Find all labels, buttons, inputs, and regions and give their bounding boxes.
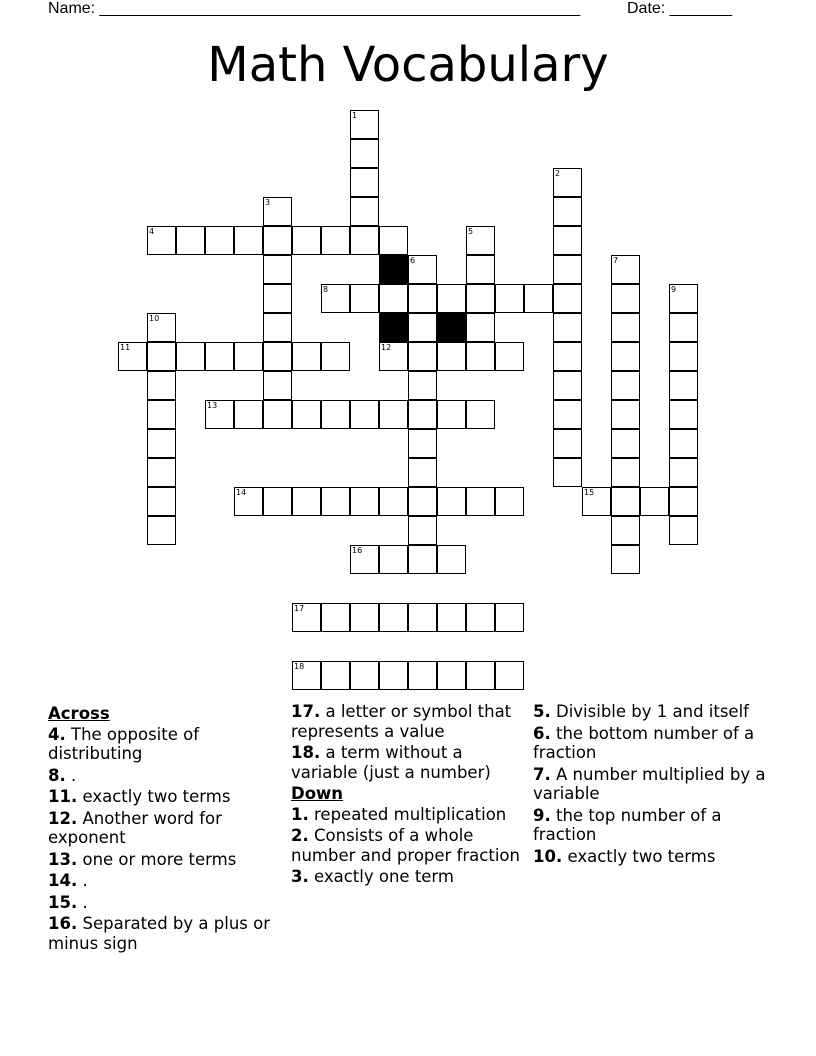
crossword-cell[interactable] <box>350 197 379 226</box>
clue-text: exactly one term <box>308 867 455 886</box>
clue-number-label: 4. <box>48 724 66 744</box>
clue-text: . <box>77 871 88 890</box>
crossword-cell[interactable] <box>408 487 437 516</box>
clue-item <box>533 765 768 804</box>
crossword-cell[interactable] <box>437 661 466 690</box>
crossword-cell[interactable] <box>495 284 524 313</box>
clue-number-label: 2. <box>291 826 309 845</box>
crossword-cell[interactable] <box>553 342 582 371</box>
crossword-cell[interactable] <box>466 226 495 255</box>
crossword-cell[interactable] <box>379 226 408 255</box>
clue-number-label: 1. <box>291 804 309 824</box>
crossword-cell[interactable] <box>147 342 176 371</box>
clue-item <box>533 702 768 722</box>
crossword-cell[interactable] <box>669 284 698 313</box>
clue-number: 5 <box>468 227 474 236</box>
crossword-cell[interactable] <box>263 226 292 255</box>
crossword-cell[interactable] <box>321 284 350 313</box>
clue-number: 7 <box>613 256 619 265</box>
clue-text: Separated by a plus or minus sign <box>48 914 270 953</box>
clue-number-label: 14. <box>48 871 78 890</box>
clue-item <box>48 871 283 891</box>
crossword-cell[interactable] <box>495 661 524 690</box>
crossword-cell[interactable] <box>321 661 350 690</box>
crossword-cell[interactable] <box>205 342 234 371</box>
crossword-cell[interactable] <box>553 371 582 400</box>
crossword-cell[interactable] <box>176 342 205 371</box>
clue-number: 8 <box>323 285 329 294</box>
clue-item <box>291 702 526 741</box>
clue-text: repeated multiplication <box>308 804 507 824</box>
clue-column-1 <box>48 702 283 955</box>
crossword-cell[interactable] <box>553 197 582 226</box>
clue-number-label: 8. <box>48 765 66 785</box>
clue-item <box>48 850 283 870</box>
crossword-cell[interactable] <box>350 139 379 168</box>
crossword-cell[interactable] <box>408 603 437 632</box>
crossword-cell[interactable] <box>379 603 408 632</box>
crossword-cell[interactable] <box>466 284 495 313</box>
crossword-cell[interactable] <box>147 400 176 429</box>
clue-column-3 <box>533 702 768 868</box>
crossword-cell[interactable] <box>437 342 466 371</box>
crossword-cell[interactable] <box>263 284 292 313</box>
crossword-cell[interactable] <box>234 226 263 255</box>
crossword-cell[interactable] <box>205 226 234 255</box>
clue-section-heading: Across <box>48 704 110 723</box>
clue-number: 18 <box>294 662 305 671</box>
crossword-cell[interactable] <box>147 313 176 342</box>
crossword-cell[interactable] <box>379 284 408 313</box>
crossword-cell[interactable] <box>524 284 553 313</box>
crossword-cell[interactable] <box>408 255 437 284</box>
crossword-cell[interactable] <box>350 603 379 632</box>
crossword-cell[interactable] <box>118 342 147 371</box>
clue-number: 14 <box>236 488 247 497</box>
crossword-cell[interactable] <box>408 429 437 458</box>
crossword-cell[interactable] <box>408 545 437 574</box>
crossword-block <box>437 313 466 342</box>
clue-number-label: 13. <box>48 849 78 869</box>
crossword-cell[interactable] <box>292 226 321 255</box>
clue-item <box>48 787 283 807</box>
clue-text: a term without a variable (just a number) <box>291 743 491 782</box>
crossword-cell[interactable] <box>466 255 495 284</box>
crossword-cell[interactable] <box>379 661 408 690</box>
crossword-cell[interactable] <box>466 342 495 371</box>
crossword-cell[interactable] <box>611 342 640 371</box>
crossword-cell[interactable] <box>263 342 292 371</box>
crossword-cell[interactable] <box>234 487 263 516</box>
crossword-cell[interactable] <box>611 516 640 545</box>
clue-text: exactly two terms <box>562 846 716 866</box>
clue-number-label: 10. <box>533 846 563 866</box>
crossword-cell[interactable] <box>611 458 640 487</box>
crossword-cell[interactable] <box>582 487 611 516</box>
crossword-cell[interactable] <box>611 400 640 429</box>
crossword-cell[interactable] <box>408 284 437 313</box>
clue-text: Divisible by 1 and itself <box>550 702 749 721</box>
crossword-cell[interactable] <box>437 545 466 574</box>
clue-item <box>48 725 283 764</box>
clue-number: 1 <box>352 111 358 120</box>
crossword-cell[interactable] <box>611 487 640 516</box>
clue-text: the bottom number of a fraction <box>533 723 755 762</box>
crossword-block <box>379 313 408 342</box>
crossword-cell[interactable] <box>640 487 669 516</box>
crossword-cell[interactable] <box>669 458 698 487</box>
crossword-cell[interactable] <box>408 371 437 400</box>
crossword-cell[interactable] <box>263 487 292 516</box>
crossword-cell[interactable] <box>553 400 582 429</box>
crossword-cell[interactable] <box>147 429 176 458</box>
clue-item <box>291 743 526 782</box>
clue-text: Another word for exponent <box>48 808 222 847</box>
crossword-cell[interactable] <box>553 255 582 284</box>
crossword-cell[interactable] <box>292 400 321 429</box>
clue-number: 4 <box>149 227 155 236</box>
clue-item <box>291 805 526 825</box>
clue-number-label: 5. <box>533 702 551 721</box>
clue-item <box>533 724 768 763</box>
crossword-cell[interactable] <box>147 371 176 400</box>
crossword-cell[interactable] <box>466 487 495 516</box>
page-title: Math Vocabulary <box>207 37 609 93</box>
crossword-cell[interactable] <box>321 400 350 429</box>
clue-text: the top number of a fraction <box>533 805 722 844</box>
clue-item <box>291 867 526 887</box>
crossword-cell[interactable] <box>669 313 698 342</box>
crossword-cell[interactable] <box>147 516 176 545</box>
crossword-cell[interactable] <box>205 400 234 429</box>
crossword-cell[interactable] <box>553 168 582 197</box>
clue-number-label: 17. <box>291 702 321 721</box>
clue-number-label: 6. <box>533 723 551 743</box>
clue-section-heading: Down <box>291 784 344 803</box>
clue-number: 2 <box>555 169 561 178</box>
crossword-cell[interactable] <box>437 284 466 313</box>
crossword-cell[interactable] <box>466 313 495 342</box>
crossword-cell[interactable] <box>669 400 698 429</box>
crossword-cell[interactable] <box>292 661 321 690</box>
clue-text: a letter or symbol that represents a value <box>291 702 512 741</box>
crossword-cell[interactable] <box>611 429 640 458</box>
clue-item <box>48 893 283 913</box>
clue-text: A number multiplied by a variable <box>533 764 766 803</box>
clue-item <box>533 806 768 845</box>
clue-item <box>48 809 283 848</box>
crossword-cell[interactable] <box>611 313 640 342</box>
clue-number-label: 12. <box>48 808 78 828</box>
crossword-cell[interactable] <box>263 371 292 400</box>
crossword-cell[interactable] <box>437 487 466 516</box>
crossword-cell[interactable] <box>466 661 495 690</box>
crossword-cell[interactable] <box>350 661 379 690</box>
crossword-cell[interactable] <box>350 400 379 429</box>
crossword-cell[interactable] <box>147 226 176 255</box>
crossword-cell[interactable] <box>350 168 379 197</box>
crossword-cell[interactable] <box>408 458 437 487</box>
crossword-cell[interactable] <box>350 284 379 313</box>
crossword-cell[interactable] <box>350 110 379 139</box>
crossword-cell[interactable] <box>553 429 582 458</box>
crossword-cell[interactable] <box>292 342 321 371</box>
crossword-cell[interactable] <box>553 458 582 487</box>
crossword-cell[interactable] <box>669 371 698 400</box>
clue-item <box>533 847 768 867</box>
crossword-cell[interactable] <box>350 487 379 516</box>
clue-number-label: 11. <box>48 787 78 806</box>
clue-text: . <box>77 892 88 912</box>
clue-number-label: 3. <box>291 867 309 886</box>
clue-number: 15 <box>584 488 595 497</box>
clue-number: 16 <box>352 546 363 555</box>
crossword-block <box>379 255 408 284</box>
crossword-cell[interactable] <box>408 342 437 371</box>
crossword-cell[interactable] <box>669 429 698 458</box>
crossword-cell[interactable] <box>350 226 379 255</box>
crossword-cell[interactable] <box>292 603 321 632</box>
crossword-cell[interactable] <box>379 545 408 574</box>
crossword-cell[interactable] <box>553 284 582 313</box>
clue-text: exactly two terms <box>77 787 231 806</box>
crossword-cell[interactable] <box>321 603 350 632</box>
crossword-cell[interactable] <box>292 487 321 516</box>
crossword-cell[interactable] <box>466 400 495 429</box>
crossword-cell[interactable] <box>321 226 350 255</box>
crossword-cell[interactable] <box>669 516 698 545</box>
clue-number: 10 <box>149 314 160 323</box>
date-field[interactable]: Date: _______ <box>627 0 732 17</box>
clue-text: Consists of a whole number and proper fraction <box>291 826 520 865</box>
crossword-cell[interactable] <box>408 661 437 690</box>
crossword-cell[interactable] <box>408 313 437 342</box>
crossword-cell[interactable] <box>437 400 466 429</box>
crossword-cell[interactable] <box>263 400 292 429</box>
crossword-cell[interactable] <box>611 255 640 284</box>
clue-number: 11 <box>120 343 131 352</box>
clue-number-label: 7. <box>533 764 551 784</box>
crossword-cell[interactable] <box>147 487 176 516</box>
crossword-cell[interactable] <box>553 313 582 342</box>
crossword-cell[interactable] <box>321 342 350 371</box>
clue-number: 6 <box>410 256 416 265</box>
crossword-cell[interactable] <box>669 342 698 371</box>
crossword-cell[interactable] <box>234 400 263 429</box>
crossword-cell[interactable] <box>321 487 350 516</box>
clue-item <box>48 766 283 786</box>
clue-column-2 <box>291 702 526 889</box>
crossword-cell[interactable] <box>495 342 524 371</box>
clue-number: 3 <box>265 198 271 207</box>
crossword-cell[interactable] <box>263 313 292 342</box>
crossword-cell[interactable] <box>408 400 437 429</box>
clue-number: 17 <box>294 604 305 613</box>
crossword-cell[interactable] <box>437 603 466 632</box>
crossword-cell[interactable] <box>495 603 524 632</box>
crossword-cell[interactable] <box>263 197 292 226</box>
clue-number-label: 9. <box>533 805 551 825</box>
clue-number: 9 <box>671 285 677 294</box>
crossword-cell[interactable] <box>553 226 582 255</box>
crossword-cell[interactable] <box>466 603 495 632</box>
crossword-cell[interactable] <box>147 458 176 487</box>
clue-text: The opposite of distributing <box>48 724 200 763</box>
clue-number: 12 <box>381 343 392 352</box>
crossword-cell[interactable] <box>611 284 640 313</box>
crossword-cell[interactable] <box>234 342 263 371</box>
clue-item <box>48 914 283 953</box>
crossword-cell[interactable] <box>379 342 408 371</box>
crossword-cell[interactable] <box>176 226 205 255</box>
clue-number-label: 15. <box>48 892 78 912</box>
crossword-cell[interactable] <box>669 487 698 516</box>
crossword-cell[interactable] <box>350 545 379 574</box>
clue-text: . <box>65 765 77 785</box>
crossword-cell[interactable] <box>263 255 292 284</box>
clue-number-label: 16. <box>48 914 78 933</box>
crossword-cell[interactable] <box>611 545 640 574</box>
clue-item <box>291 826 526 865</box>
clue-number-label: 18. <box>291 743 321 762</box>
clue-number: 13 <box>207 401 218 410</box>
clue-text: one or more terms <box>77 849 237 869</box>
name-field[interactable]: Name: ______________________________________________________ <box>48 0 581 17</box>
crossword-cell[interactable] <box>495 487 524 516</box>
crossword-cell[interactable] <box>379 400 408 429</box>
crossword-cell[interactable] <box>611 371 640 400</box>
crossword-cell[interactable] <box>379 487 408 516</box>
crossword-cell[interactable] <box>408 516 437 545</box>
